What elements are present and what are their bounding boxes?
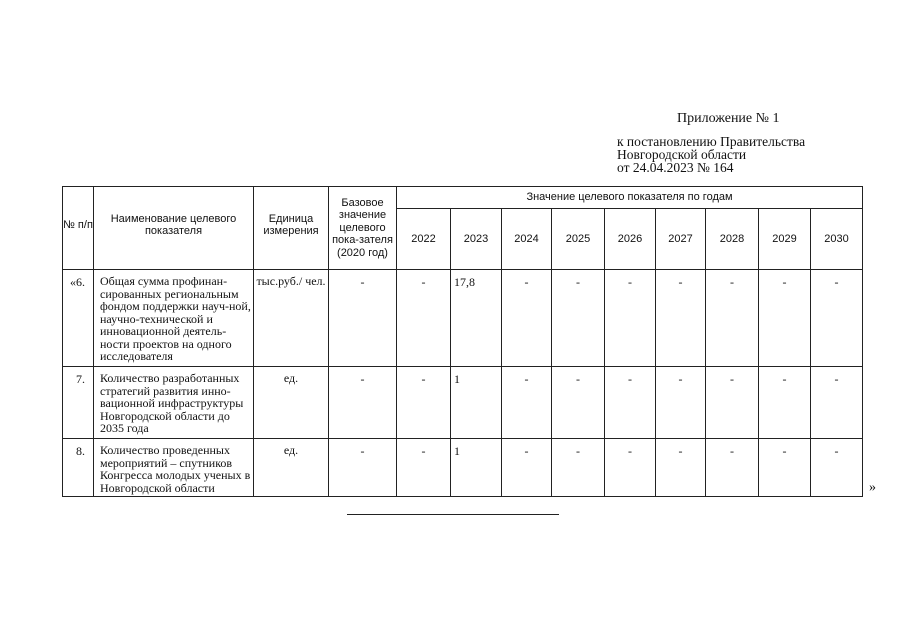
row-base: - [329,439,397,497]
header-year: 2026 [605,209,656,270]
appendix-title: Приложение № 1 [677,111,780,126]
row-value: - [811,367,863,439]
row-value: - [759,439,811,497]
closing-quote: » [869,480,876,495]
row-num: 7. [63,367,94,439]
row-unit: ед. [254,367,329,439]
appendix-date-line: от 24.04.2023 № 164 [617,160,734,175]
row-value: - [397,439,451,497]
header-unit: Единица измерения [254,187,329,270]
row-value: - [706,367,759,439]
table-row [63,439,863,497]
row-value: - [811,439,863,497]
row-value: - [656,439,706,497]
header-year: 2022 [397,209,451,270]
header-year: 2027 [656,209,706,270]
header-year: 2030 [811,209,863,270]
row-name: Количество разработанных стратегий развития инно-вационной инфраструктуры Новгородской области до 2035 года [94,367,254,439]
header-year: 2025 [552,209,605,270]
row-value: - [502,367,552,439]
row-value: - [552,367,605,439]
row-value: - [552,439,605,497]
row-value: - [656,270,706,367]
row-value: - [552,270,605,367]
row-name: Количество проведенных мероприятий – спутников Конгресса молодых ученых в Новгородской области [94,439,254,497]
row-value: - [397,270,451,367]
row-value: - [605,367,656,439]
appendix-resolution-line: к постановлению Правительства [617,134,806,149]
table-row [63,367,863,439]
separator-line [347,514,559,515]
row-value: - [759,367,811,439]
target-indicators-table [62,186,863,497]
row-base: - [329,367,397,439]
row-value: 17,8 [451,270,502,367]
row-value: 1 [451,367,502,439]
row-value: 1 [451,439,502,497]
row-unit: ед. [254,439,329,497]
row-value: - [502,439,552,497]
row-value: - [397,367,451,439]
row-num: «6. [63,270,94,367]
row-num: 8. [63,439,94,497]
row-value: - [811,270,863,367]
header-year: 2029 [759,209,811,270]
row-base: - [329,270,397,367]
row-value: - [706,439,759,497]
row-value: - [605,439,656,497]
header-year: 2024 [502,209,552,270]
row-value: - [656,367,706,439]
row-value: - [502,270,552,367]
header-name: Наименование целевого показателя [94,187,254,270]
header-year: 2028 [706,209,759,270]
row-name: Общая сумма профинан-сированных региональным фондом поддержки науч-ной, научно-технической и инновационной деятель-ности проектов на одного исследователя [94,270,254,367]
header-years-group: Значение целевого показателя по годам [397,187,863,209]
row-value: - [706,270,759,367]
table-row [63,270,863,367]
row-value: - [759,270,811,367]
appendix-region-line: Новгородской области [617,147,747,162]
header-num: № п/п [63,187,94,270]
header-year: 2023 [451,209,502,270]
row-unit: тыс.руб./ чел. [254,270,329,367]
row-value: - [605,270,656,367]
header-base: Базовое значение целевого пока-зателя (2020 год) [329,187,397,270]
